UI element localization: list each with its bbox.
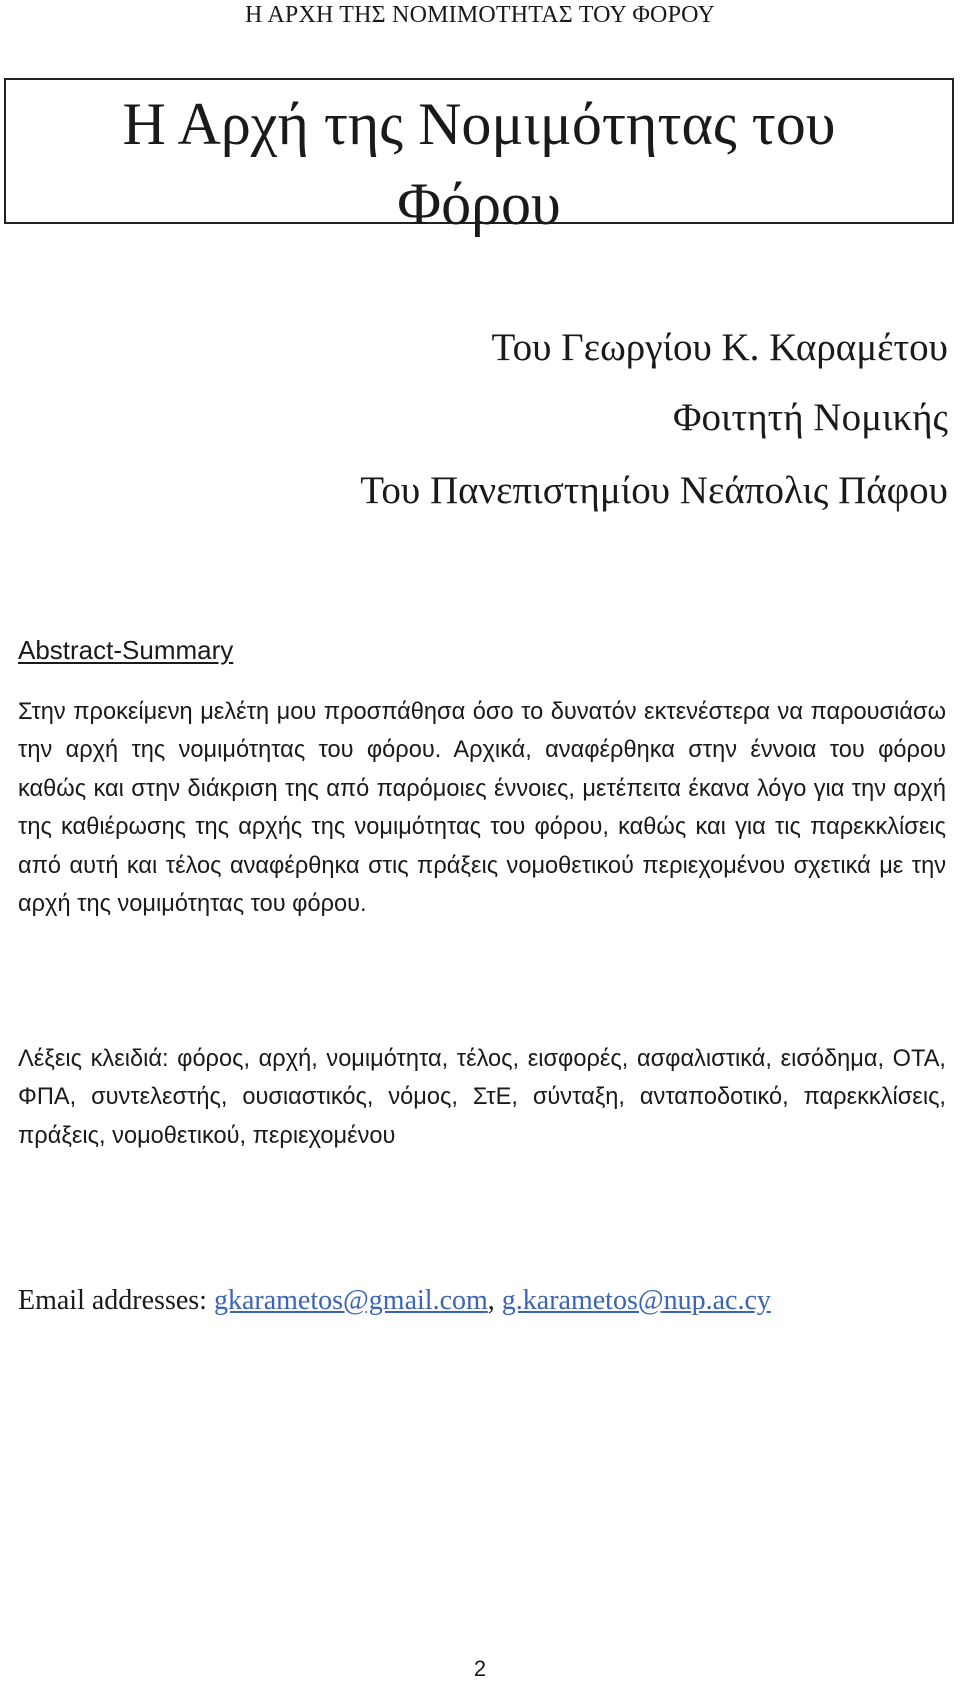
author-name: Του Γεωργίου Κ. Καραμέτου (491, 326, 948, 369)
email-label: Email addresses: (18, 1285, 207, 1316)
title-line-1: Η Αρχή της Νομιμότητας του (122, 91, 836, 157)
keywords: Λέξεις κλειδιά: φόρος, αρχή, νομιμότητα, τέλος, εισφορές, ασφαλιστικά, εισόδημα, ΟΤΑ, ΦΠΑ, συντελεστής, ουσιαστικός, νόμος, ΣτΕ, σύνταξη, ανταποδοτικό, παρεκκλίσεις, πράξεις, νομοθετικού, περιεχομένου (18, 1046, 946, 1149)
running-header: Η ΑΡΧΗ ΤΗΣ ΝΟΜΙΜΟΤΗΤΑΣ ΤΟΥ ΦΟΡΟΥ (244, 2, 716, 28)
email-addresses (18, 1285, 771, 1317)
email-separator: , (487, 1285, 495, 1316)
email-link-nup[interactable]: g.karametos@nup.ac.cy (501, 1285, 771, 1316)
page-title (6, 80, 952, 244)
author-role: Φοιτητή Νομικής (673, 396, 948, 439)
page-number: 2 (473, 1656, 487, 1681)
abstract-heading: Abstract-Summary (18, 635, 234, 665)
email-link-gmail[interactable]: gkarametos@gmail.com (213, 1285, 488, 1316)
title-box (4, 78, 954, 237)
title-line-2: Φόρου (397, 171, 561, 237)
abstract-text: Στην προκείμενη μελέτη μου προσπάθησα όσο το δυνατόν εκτενέστερα να παρουσιάσω την αρχή της νομιμότητας του φόρου. Αρχικά, αναφέρθηκα στην έννοια του φόρου καθώς και στην διάκριση της από παρόμοιες έννοιες, μετέπειτα έκανα λόγο για την αρχή της καθιέρωσης της αρχής της νομιμότητας του φόρου, καθώς και για τις παρεκκλίσεις από αυτή και τέλος αναφέρθηκα στις πράξεις νομοθετικού περιεχομένου σχετικά με την αρχή της νομιμότητας του φόρου. (18, 699, 946, 918)
author-institution: Του Πανεπιστημίου Νεάπολις Πάφου (360, 469, 948, 512)
